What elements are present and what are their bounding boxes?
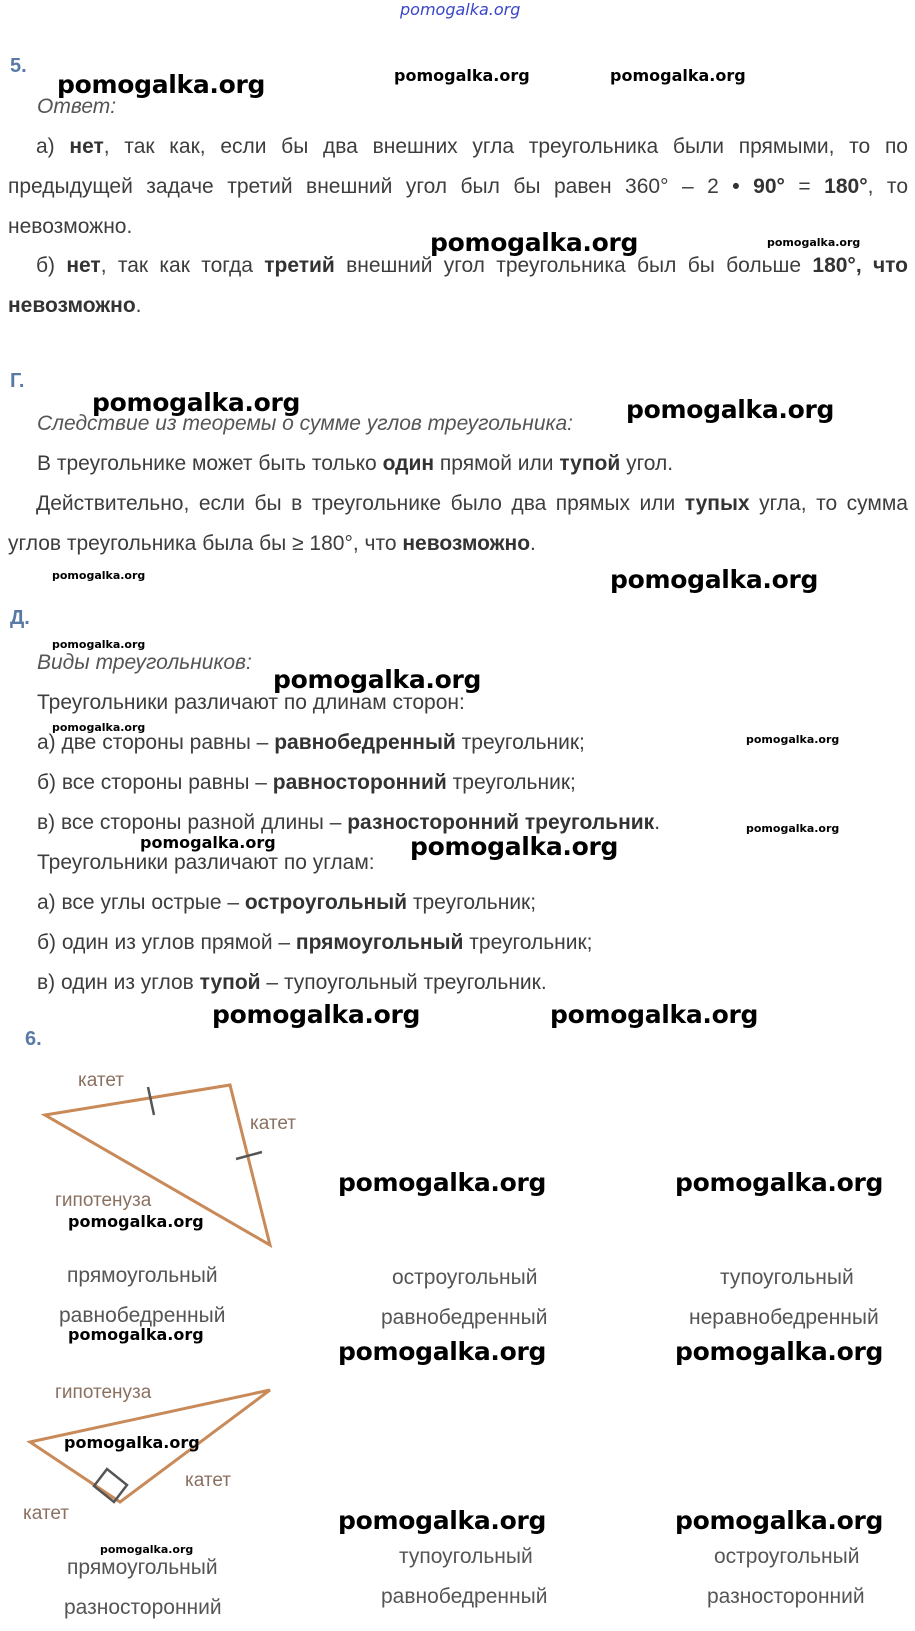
sides-item-a: а) две стороны равны – равнобедренный треугольник;	[37, 731, 585, 754]
watermark: pomogalka.org	[675, 1506, 884, 1535]
answer-a: а) нет, так как, если бы два внешних угла треугольника были прямыми, то по предыдущей задаче третий внешний угол был бы равен 360° – 2 • 90° = 180°, то невозможно.	[8, 135, 908, 238]
watermark: pomogalka.org	[338, 1506, 547, 1535]
watermark: pomogalka.org	[68, 1212, 204, 1231]
corollary-line-1: В треугольнике может быть только один прямой или тупой угол.	[37, 452, 674, 475]
caption-4-line-2: разносторонний	[64, 1596, 222, 1619]
caption-2-line-1: остроугольный	[392, 1266, 538, 1289]
angles-item-b: б) один из углов прямой – прямоугольный треугольник;	[37, 931, 593, 954]
watermark: pomogalka.org	[100, 1543, 194, 1556]
watermark: pomogalka.org	[52, 569, 146, 582]
tick-mark-1	[148, 1087, 154, 1115]
tri1-leg-right-label: катет	[250, 1113, 297, 1134]
caption-3-line-1: тупоугольный	[720, 1266, 854, 1289]
watermark: pomogalka.org	[610, 66, 746, 85]
sides-item-b: б) все стороны равны – равносторонний треугольник;	[37, 771, 576, 794]
answer-b: б) нет, так как тогда третий внешний угол треугольника был бы больше 180°, что невозможно.	[8, 254, 908, 317]
caption-4-line-1: прямоугольный	[67, 1556, 218, 1579]
section-number-d: Д.	[10, 607, 30, 629]
tri2-leg-left-label: катет	[23, 1503, 70, 1524]
watermark: pomogalka.org	[52, 638, 146, 651]
tri2-leg-right-label: катет	[185, 1470, 232, 1491]
watermark: pomogalka.org	[338, 1337, 547, 1366]
tri2-hyp-label: гипотенуза	[55, 1382, 152, 1403]
watermark: pomogalka.org	[338, 1168, 547, 1197]
angles-item-a: а) все углы острые – остроугольный треугольник;	[37, 891, 537, 914]
watermark: pomogalka.org	[140, 833, 276, 852]
tri1-hyp-label: гипотенуза	[55, 1190, 152, 1211]
watermark: pomogalka.org	[92, 388, 301, 417]
caption-3-line-2: неравнобедренный	[689, 1306, 879, 1329]
corollary-title: Следствие из теоремы о сумме углов треугольника:	[37, 412, 573, 435]
watermark: pomogalka.org	[675, 1337, 884, 1366]
watermark: pomogalka.org	[68, 1325, 204, 1344]
watermark: pomogalka.org	[626, 395, 835, 424]
watermark: pomogalka.org	[64, 1433, 200, 1452]
watermark: pomogalka.org	[550, 1000, 759, 1029]
watermark: pomogalka.org	[746, 822, 840, 835]
watermark: pomogalka.org	[430, 228, 639, 257]
section-number-g: Г.	[10, 370, 25, 392]
watermark: pomogalka.org	[410, 832, 619, 861]
caption-6-line-2: разносторонний	[707, 1585, 865, 1608]
watermark: pomogalka.org	[52, 721, 146, 734]
caption-1-line-2: равнобедренный	[59, 1304, 226, 1327]
watermark: pomogalka.org	[675, 1168, 884, 1197]
caption-5-line-1: тупоугольный	[399, 1545, 533, 1568]
sides-intro: Треугольники различают по длинам сторон:	[37, 691, 465, 714]
answer-label: Ответ:	[37, 95, 117, 118]
caption-2-line-2: равнобедренный	[381, 1306, 548, 1329]
angles-item-c: в) один из углов тупой – тупоугольный треугольник.	[37, 971, 547, 994]
watermark: pomogalka.org	[746, 733, 840, 746]
corollary-line-2: Действительно, если бы в треугольнике было два прямых или тупых угла, то сумма углов треугольника была бы ≥ 180°, что невозможно.	[8, 492, 908, 555]
section-number-5: 5.	[10, 55, 27, 77]
site-link[interactable]: pomogalka.org	[400, 0, 521, 19]
watermark: pomogalka.org	[767, 236, 861, 249]
watermark: pomogalka.org	[57, 70, 266, 99]
watermark: pomogalka.org	[212, 1000, 421, 1029]
watermark: pomogalka.org	[394, 66, 530, 85]
section-number-6: 6.	[25, 1028, 42, 1050]
watermark: pomogalka.org	[273, 665, 482, 694]
sides-item-c: в) все стороны разной длины – разносторонний треугольник.	[37, 811, 661, 834]
types-title: Виды треугольников:	[37, 651, 252, 674]
caption-5-line-2: равнобедренный	[381, 1585, 548, 1608]
tri1-leg-top-label: катет	[78, 1070, 125, 1091]
watermark: pomogalka.org	[610, 565, 819, 594]
caption-1-line-1: прямоугольный	[67, 1264, 218, 1287]
angles-intro: Треугольники различают по углам:	[37, 851, 375, 874]
caption-6-line-1: остроугольный	[714, 1545, 860, 1568]
